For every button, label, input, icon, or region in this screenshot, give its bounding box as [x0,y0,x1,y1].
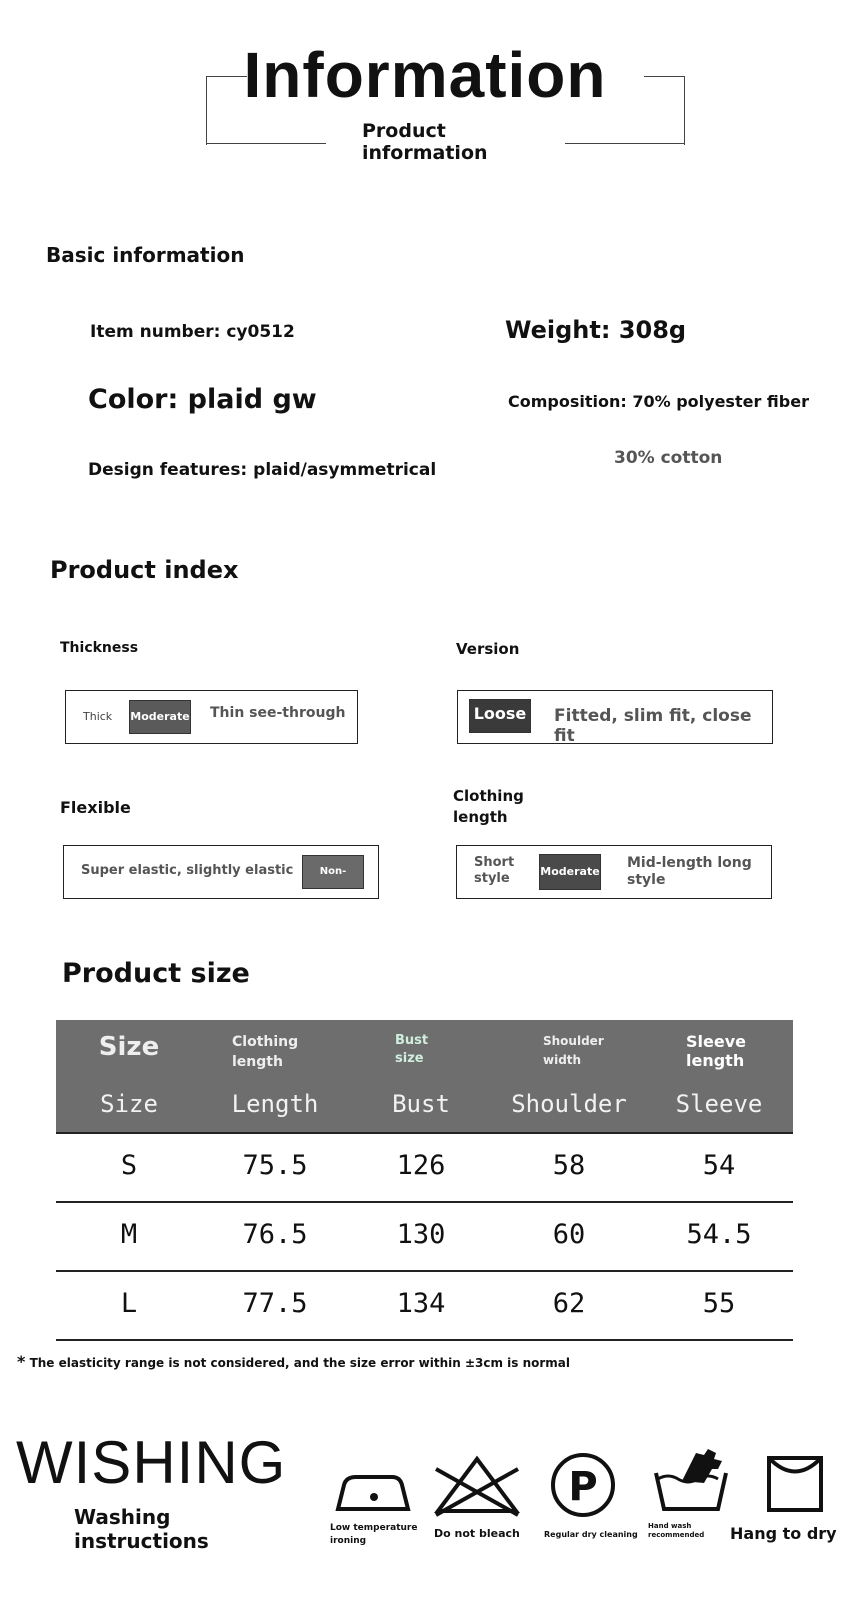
cell-shoulder: 60 [552,1219,586,1250]
product-index-heading: Product index [50,556,239,584]
size-table [56,1020,793,1341]
cell-shoulder: 58 [552,1150,586,1181]
composition: Composition: 70% polyester fiber [508,392,809,411]
iron-label-line2: ironing [330,1536,367,1546]
cell-size: M [120,1219,138,1250]
head-cn-bust: Bust size [395,1033,429,1066]
washing-subtitle-line2: instructions [74,1529,209,1553]
head-cn-length: Clothing length [232,1034,299,1070]
cell-sleeve: 54 [702,1150,736,1181]
hand-wash-label-line2: recommended [648,1531,705,1539]
version-label: Version [456,640,520,658]
color: Color: plaid gw [88,384,317,415]
clothing-length-label [453,786,524,828]
size-note-star: * [17,1352,26,1371]
cell-sleeve: 55 [702,1288,736,1319]
length-option-long-line1: Mid-length long [627,855,752,871]
page-title: Information [243,39,607,111]
size-row-m [56,1203,793,1272]
hang-dry-label: Hang to dry [730,1524,837,1543]
design-features: Design features: plaid/asymmetrical [88,460,437,480]
length-option-short [474,855,514,887]
title-frame-right-bottom [565,143,685,144]
head-en-length: Length [231,1090,319,1118]
product-size-heading: Product size [62,958,250,989]
version-option-fitted: Fitted, slim fit, close fit [554,706,752,746]
flexible-scale [63,845,379,911]
title-frame-right [644,76,685,145]
hand-wash-label-line1: Hand wash [648,1522,692,1530]
head-en-size: Size [100,1090,158,1118]
length-selected-chip: Moderate [539,854,601,890]
weight: Weight: 308g [505,316,687,344]
cell-bust: 130 [396,1219,446,1250]
cell-length: 77.5 [242,1288,308,1319]
dry-clean-label: Regular dry cleaning [544,1530,638,1539]
thickness-label: Thickness [60,640,139,656]
version-scale [457,690,773,744]
clothing-length-label-line2: length [453,808,508,826]
iron-icon [332,1463,412,1515]
flexible-option-elastic: Super elastic, slightly elastic [81,863,294,878]
iron-label [330,1522,417,1548]
size-row-l [56,1272,793,1341]
cell-bust: 134 [396,1288,446,1319]
washing-title: WISHING [16,1429,287,1496]
length-option-long [627,855,752,889]
thickness-option-thick: Thick [83,710,113,723]
thickness-selected-chip: Moderate [129,700,191,734]
flexible-label: Flexible [60,798,131,817]
head-en-bust: Bust [392,1090,450,1118]
size-row-s [56,1134,793,1203]
cell-bust: 126 [396,1150,446,1181]
title-frame-left-bottom [206,143,326,144]
page-subtitle: Product information [362,120,488,164]
washing-subtitle [74,1505,209,1553]
item-number: Item number: cy0512 [90,322,295,342]
cell-shoulder: 62 [552,1288,586,1319]
flexible-selected-chip: Non-elastic [302,855,364,889]
washing-subtitle-line1: Washing [74,1505,171,1529]
size-note-text: The elasticity range is not considered, and the size error within ±3cm is normal [29,1356,571,1370]
hand-wash-icon [652,1447,732,1517]
version-selected-chip: Loose [469,699,531,733]
length-option-short-line2: style [474,871,510,886]
no-bleach-icon [432,1455,522,1517]
hand-wash-label [648,1522,704,1540]
no-bleach-label: Do not bleach [434,1527,520,1540]
thickness-scale [65,690,358,744]
svg-text:P: P [568,1464,598,1510]
dry-clean-icon [548,1450,618,1520]
title-frame-left [206,76,247,145]
length-scale [456,845,772,899]
head-cn-sleeve: Sleeve length [686,1032,746,1070]
size-note [17,1352,570,1371]
length-option-long-line2: style [627,872,666,888]
cell-size: S [120,1150,138,1181]
basic-info-heading: Basic information [46,243,245,267]
cell-size: L [120,1288,138,1319]
size-table-header [56,1020,793,1134]
cell-sleeve: 54.5 [686,1219,752,1250]
composition-cotton: 30% cotton [614,448,723,468]
head-en-shoulder: Shoulder [511,1090,627,1118]
length-option-short-line1: Short [474,855,515,870]
clothing-length-label-line1: Clothing [453,787,524,805]
head-cn-shoulder: Shoulder width [543,1034,604,1067]
head-cn-size: Size [98,1032,160,1062]
cell-length: 75.5 [242,1150,308,1181]
head-en-sleeve: Sleeve [675,1090,763,1118]
hang-dry-icon [766,1455,824,1513]
iron-label-line1: Low temperature [330,1523,418,1533]
cell-length: 76.5 [242,1219,308,1250]
thickness-option-thin: Thin see-through [210,705,346,721]
